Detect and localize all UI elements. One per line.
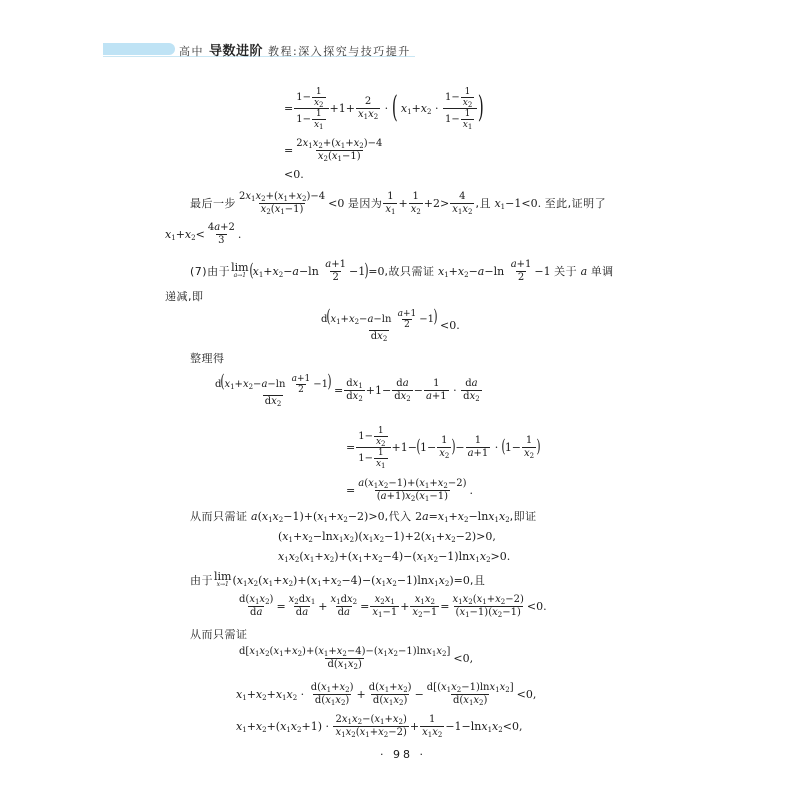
header-prefix: 高中 bbox=[179, 45, 204, 58]
equation-line: = $\frac{a(x_1x_2-1)+(x_1+x_2-2)}{(a+1)x_2(x_1-1)}$ . bbox=[346, 477, 474, 503]
paragraph-line: 由于 lim x→1 $(x_1x_2(x_1+x_2)+(x_1+x_2-4)-(x_1x_2-1)\ln x_1x_2)=0$ ,且 bbox=[190, 570, 486, 588]
page-number: · 98 · bbox=[380, 748, 426, 761]
equation-line: = 1− $\frac{1}{x_2}$ 1− $\frac{1}{x_1}$ +1+ $\frac{2}{x_1x_2}$ · ( $x_1+x_2$ · 1− $\frac{1}{x_2}$ 1− $\frac{1}{x_1}$ ) bbox=[284, 86, 485, 131]
equation-line: $x_1x_2(x_1+x_2)+(x_1+x_2-4)-(x_1x_2-1)\ln x_1x_2>0$. bbox=[278, 550, 511, 564]
fraction: 1− $\frac{1}{x_2}$ 1− $\frac{1}{x_1}$ bbox=[294, 87, 328, 130]
equation-line: $d(x_1+x_2-a-\ln$ $\frac{a+1}{2}$ −1) $dx_2$ <0. bbox=[321, 305, 460, 343]
book-subtitle: 教程:深入探究与技巧提升 bbox=[268, 45, 411, 58]
paragraph-line: 最后一步 $2x_1x_2+(x_1+x_2)-4$ $x_2(x_1-1)$ <0 是因为 1 $x_1$ + 1 $x_2$ +2> 4 $x_1x_2$ ,且 $x_1-1<0$. 至此,证明了 bbox=[190, 190, 607, 216]
paragraph-line: 从而只需证 bbox=[190, 628, 248, 641]
running-header bbox=[103, 40, 415, 58]
equation-line: <0. bbox=[284, 168, 304, 181]
equation-line: $(x_1+x_2-\ln x_1x_2)(x_1x_2-1)+2(x_1+x_2-2)>0$, bbox=[278, 530, 496, 544]
book-title: 导数进阶 bbox=[209, 44, 264, 59]
paragraph-line: 递减,即 bbox=[165, 290, 204, 303]
paragraph-line: 整理得 bbox=[190, 352, 225, 365]
equation-line: = 1− $\frac{1}{x_2}$ 1− $\frac{1}{x_1}$ +1− ( 1− $\frac{1}{x_2}$ ) − $\frac{1}{a+1}$ · ( 1− $\frac{1}{x_2}$ ) bbox=[346, 425, 541, 470]
equation-line: $d(x_1x_2)$ da = $x_2dx_1$ da + $x_1dx_2$ da = $x_2x_1$ $x_1-1$ + $x_1x_2$ $x_2-1$ = $x_1x_2(x_1+x_2-2)$ $(x_1-1)(x_2-1)$ <0. bbox=[239, 593, 547, 619]
paragraph-line: 从而只需证 $a(x_1x_2-1)+(x_1+x_2-2)>0$ ,代入 $2a=x_1+x_2-\ln x_1x_2$ ,即证 bbox=[190, 510, 537, 524]
paragraph-line: $x_1+x_2<$ 4a+2 3 . bbox=[165, 221, 242, 246]
header-accent-bar bbox=[103, 43, 175, 55]
paragraph-line: (7)由于 lim a→1 ( $x_1+x_2-a-\ln$ a+1 2 −1 ) =0 ,故只需证 $x_1+x_2-a-\ln$ a+1 2 −1 关于 a 单调 bbox=[190, 258, 614, 283]
equation-line: $x_1+x_2+x_1x_2$ · $d(x_1+x_2)$ $d(x_1x_2)$ + $d(x_1+x_2)$ $d(x_1x_2)$ − $d[(x_1x_2-1)\ln x_1x_2]$ $d(x_1x_2)$ <0, bbox=[236, 681, 537, 707]
equation-line: $d[x_1x_2(x_1+x_2)+(x_1+x_2-4)-(x_1x_2-1)\ln x_1x_2]$ $d(x_1x_2)$ <0, bbox=[239, 645, 474, 671]
equation-line: = $\frac{2x_1x_2+(x_1+x_2)-4}{x_2(x_1-1)}$ bbox=[284, 137, 383, 163]
equation-line: $x_1+x_2+(x_1x_2+1)$ · $2x_1x_2-(x_1+x_2)$ $x_1x_2(x_1+x_2-2)$ + 1 $x_1x_2$ $-1-\ln x_1x_2<0$, bbox=[236, 713, 523, 739]
equation-line: $d(x_1+x_2-a-\ln$ $\frac{a+1}{2}$ −1) $dx_2$ = $\frac{dx_1}{dx_2}$ +1− $\frac{da}{dx_2}$ − $\frac{1}{a+1}$ · da $dx_2$ bbox=[215, 370, 480, 408]
header-text bbox=[179, 40, 411, 59]
